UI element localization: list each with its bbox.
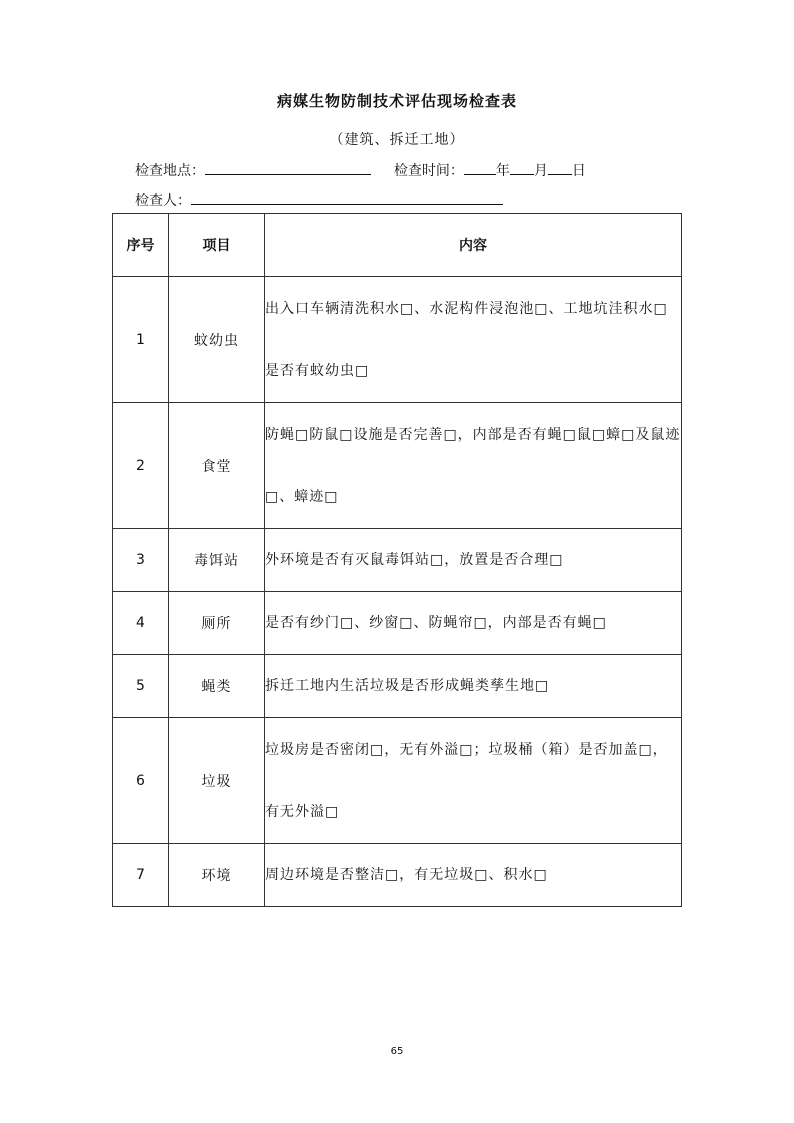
row-item: 环境 xyxy=(169,844,265,907)
location-label: 检查地点： xyxy=(135,163,205,179)
table-header-row xyxy=(113,214,682,277)
inspector-label: 检查人： xyxy=(135,193,191,209)
row-content: 是否有纱门□、纱窗□、防蝇帘□，内部是否有蝇□ xyxy=(265,592,682,655)
row-item: 蚊幼虫 xyxy=(169,277,265,403)
row-num: 5 xyxy=(113,655,169,718)
page-title: 病媒生物防制技术评估现场检查表 xyxy=(276,92,517,110)
month-blank xyxy=(510,160,534,175)
time-label: 检查时间： xyxy=(393,163,464,179)
row-item: 毒饵站 xyxy=(169,529,265,592)
row-num: 3 xyxy=(113,529,169,592)
table-row xyxy=(113,655,682,718)
year-blank xyxy=(464,160,496,175)
row-item: 厕所 xyxy=(169,592,265,655)
header-item: 项目 xyxy=(169,214,265,277)
inspection-table xyxy=(112,213,682,907)
row-num: 2 xyxy=(113,403,169,529)
row-num: 6 xyxy=(113,718,169,844)
row-num: 7 xyxy=(113,844,169,907)
table-row xyxy=(113,277,682,403)
row-content: 出入口车辆清洗积水□、水泥构件浸泡池□、工地坑洼积水□是否有蚊幼虫□ xyxy=(265,277,682,403)
row-content: 拆迁工地内生活垃圾是否形成蝇类孳生地□ xyxy=(265,655,682,718)
year-label: 年 xyxy=(495,163,510,179)
page-number: 65 xyxy=(390,1046,404,1057)
table-row xyxy=(113,529,682,592)
row-content: 防蝇□防鼠□设施是否完善□，内部是否有蝇□鼠□蟑□及鼠迹□、蟑迹□ xyxy=(265,403,682,529)
row-item: 垃圾 xyxy=(169,718,265,844)
row-content: 外环境是否有灭鼠毒饵站□，放置是否合理□ xyxy=(265,529,682,592)
day-blank xyxy=(548,160,572,175)
month-label: 月 xyxy=(533,163,548,179)
meta-line-inspector xyxy=(135,190,503,210)
table-row xyxy=(113,718,682,844)
table-row xyxy=(113,403,682,529)
row-item: 食堂 xyxy=(169,403,265,529)
page-subtitle: （建筑、拆迁工地） xyxy=(329,132,465,148)
row-content: 垃圾房是否密闭□，无有外溢□；垃圾桶（箱）是否加盖□，有无外溢□ xyxy=(265,718,682,844)
row-item: 蝇类 xyxy=(169,655,265,718)
meta-line-location-time xyxy=(135,160,586,180)
row-num: 1 xyxy=(113,277,169,403)
day-label: 日 xyxy=(571,163,586,179)
row-content: 周边环境是否整洁□，有无垃圾□、积水□ xyxy=(265,844,682,907)
table-row xyxy=(113,844,682,907)
row-num: 4 xyxy=(113,592,169,655)
header-content: 内容 xyxy=(265,214,682,277)
header-num: 序号 xyxy=(113,214,169,277)
location-blank xyxy=(205,160,371,175)
table-row xyxy=(113,592,682,655)
inspector-blank xyxy=(191,190,503,205)
